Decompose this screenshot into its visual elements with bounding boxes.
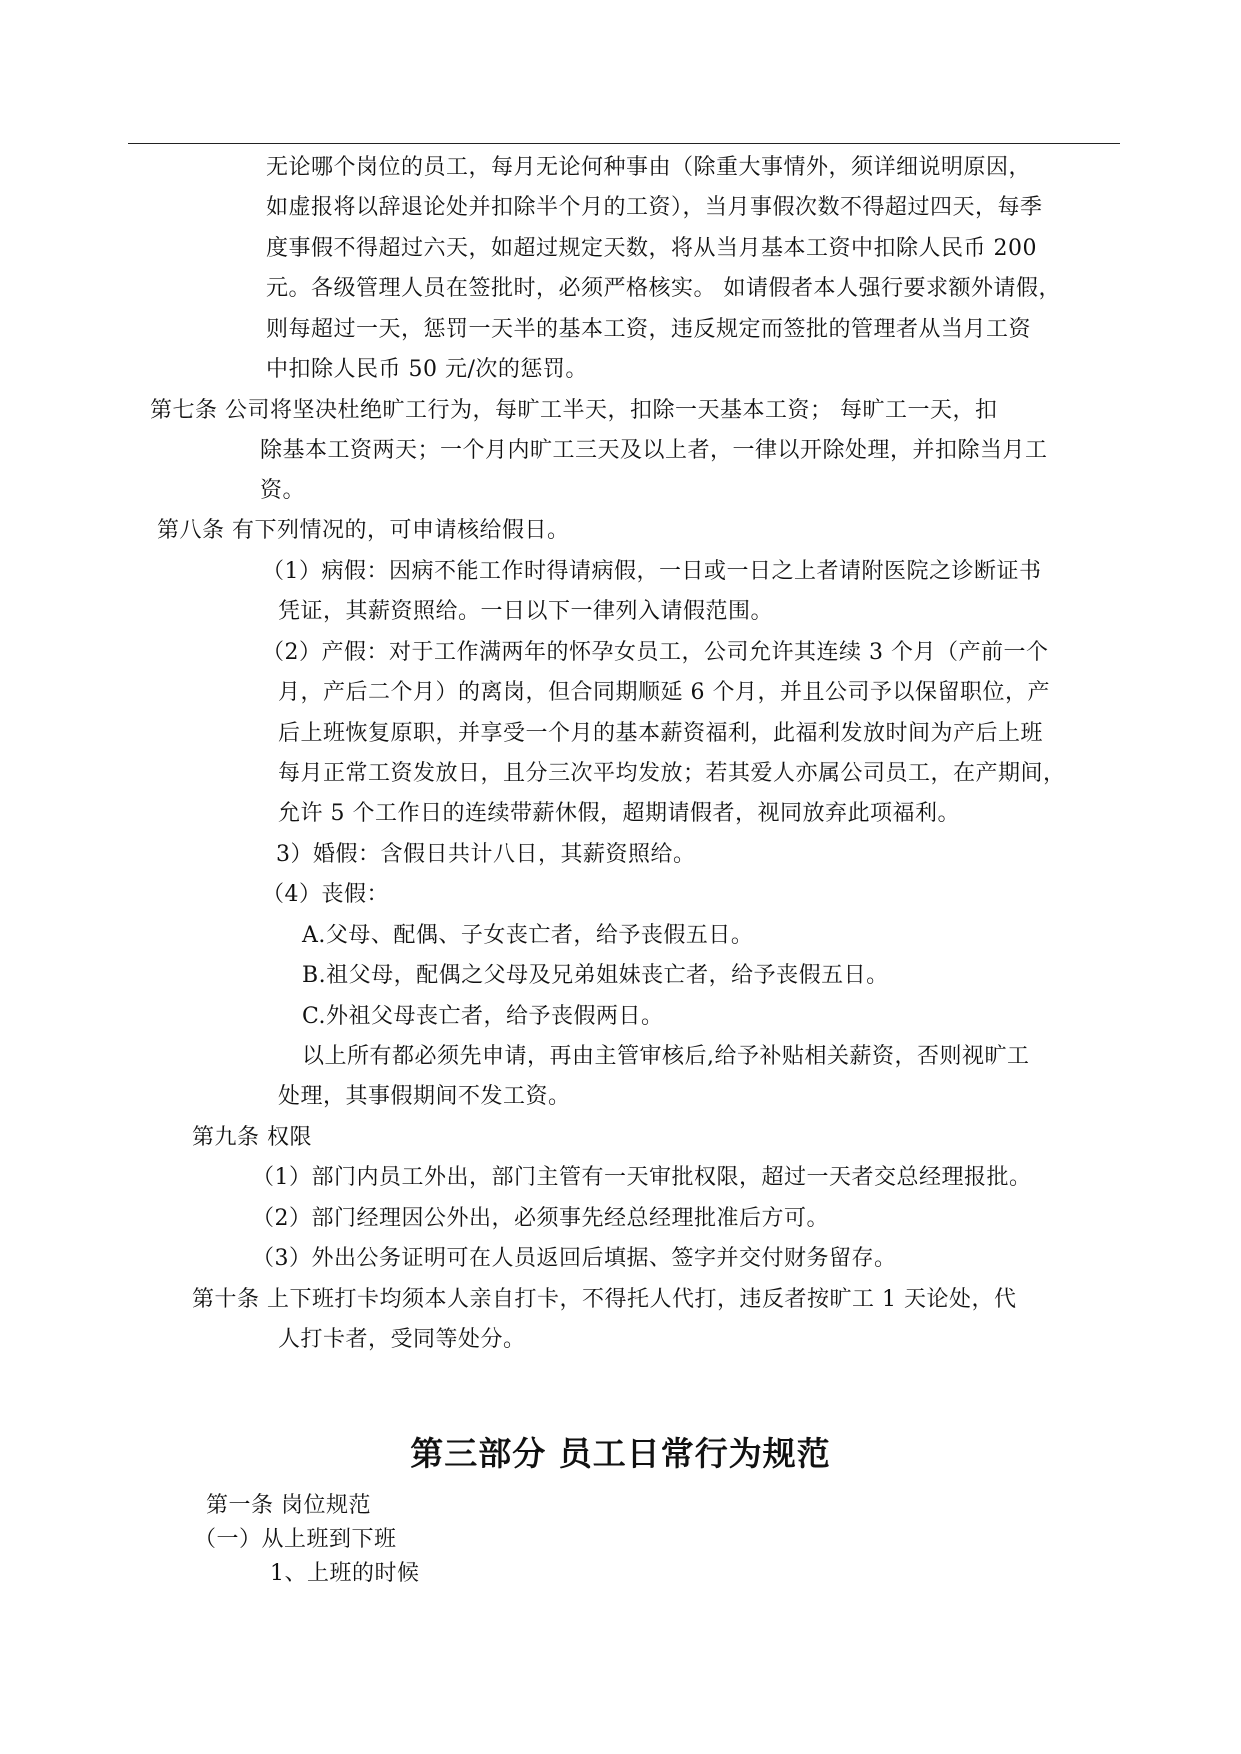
text-line: 则每超过一天，惩罚一天半的基本工资，违反规定而签批的管理者从当月工资 <box>266 317 1032 342</box>
text-line: 后上班恢复原职，并享受一个月的基本薪资福利，此福利发放时间为产后上班 <box>278 721 1044 746</box>
article-10-line: 第十条 上下班打卡均须本人亲自打卡，不得托人代打，违反者按旷工 1 天论处，代 <box>192 1287 1017 1312</box>
text-line: 月，产后二个月）的离岗，但合同期顺延 6 个月，并且公司予以保留职位，产 <box>278 680 1050 705</box>
text-line: （3）外出公务证明可在人员返回后填据、签字并交付财务留存。 <box>252 1246 897 1271</box>
text-line: 元。各级管理人员在签批时，必须严格核实。 如请假者本人强行要求额外请假， <box>266 276 1061 301</box>
text-line: 中扣除人民币 50 元/次的惩罚。 <box>266 357 588 382</box>
text-line: 人打卡者，受同等处分。 <box>278 1327 526 1352</box>
text-line: 资。 <box>260 478 306 503</box>
text-line: 凭证，其薪资照给。一日以下一律列入请假范围。 <box>278 599 774 624</box>
text-line: 以上所有都必须先申请，再由主管审核后,给予补贴相关薪资，否则视旷工 <box>302 1044 1030 1069</box>
text-line: 每月正常工资发放日，且分三次平均发放；若其爱人亦属公司员工，在产期间， <box>278 761 1066 786</box>
text-line: 允许 5 个工作日的连续带薪休假，超期请假者，视同放弃此项福利。 <box>278 801 960 826</box>
text-line: B.祖父母，配偶之父母及兄弟姐妹丧亡者，给予丧假五日。 <box>302 963 889 988</box>
text-line: 3）婚假：含假日共计八日，其薪资照给。 <box>276 842 696 867</box>
text-line: （1）病假：因病不能工作时得请病假，一日或一日之上者请附医院之诊断证书 <box>262 559 1042 584</box>
text-line: 除基本工资两天；一个月内旷工三天及以上者，一律以开除处理，并扣除当月工 <box>260 438 1048 463</box>
text-line: 度事假不得超过六天，如超过规定天数，将从当月基本工资中扣除人民币 200 <box>266 236 1037 261</box>
text-line: 处理，其事假期间不发工资。 <box>278 1084 571 1109</box>
text-line: C.外祖父母丧亡者，给予丧假两日。 <box>302 1004 664 1029</box>
article-9-line: 第九条 权限 <box>192 1125 312 1150</box>
header-rule <box>128 143 1120 144</box>
article-1-line: 第一条 岗位规范 <box>206 1493 371 1518</box>
item-line: 1、上班的时候 <box>270 1561 420 1586</box>
text-line: 如虚报将以辞退论处并扣除半个月的工资），当月事假次数不得超过四天，每季 <box>266 195 1043 220</box>
text-line: （4）丧假： <box>262 882 389 907</box>
text-line: （1）部门内员工外出，部门主管有一天审批权限，超过一天者交总经理报批。 <box>252 1165 1032 1190</box>
article-8-line: 第八条 有下列情况的，可申请核给假日。 <box>157 518 570 543</box>
subsection-line: （一）从上班到下班 <box>194 1527 397 1552</box>
text-line: （2）部门经理因公外出，必须事先经总经理批准后方可。 <box>252 1206 829 1231</box>
text-line: （2）产假：对于工作满两年的怀孕女员工，公司允许其连续 3 个月（产前一个 <box>262 640 1049 665</box>
text-line: 无论哪个岗位的员工，每月无论何种事由（除重大事情外，须详细说明原因， <box>266 155 1032 180</box>
section-heading: 第三部分 员工日常行为规范 <box>410 1434 831 1473</box>
text-line: A.父母、配偶、子女丧亡者，给予丧假五日。 <box>302 923 754 948</box>
article-7-line: 第七条 公司将坚决杜绝旷工行为，每旷工半天，扣除一天基本工资； 每旷工一天，扣 <box>150 398 998 423</box>
